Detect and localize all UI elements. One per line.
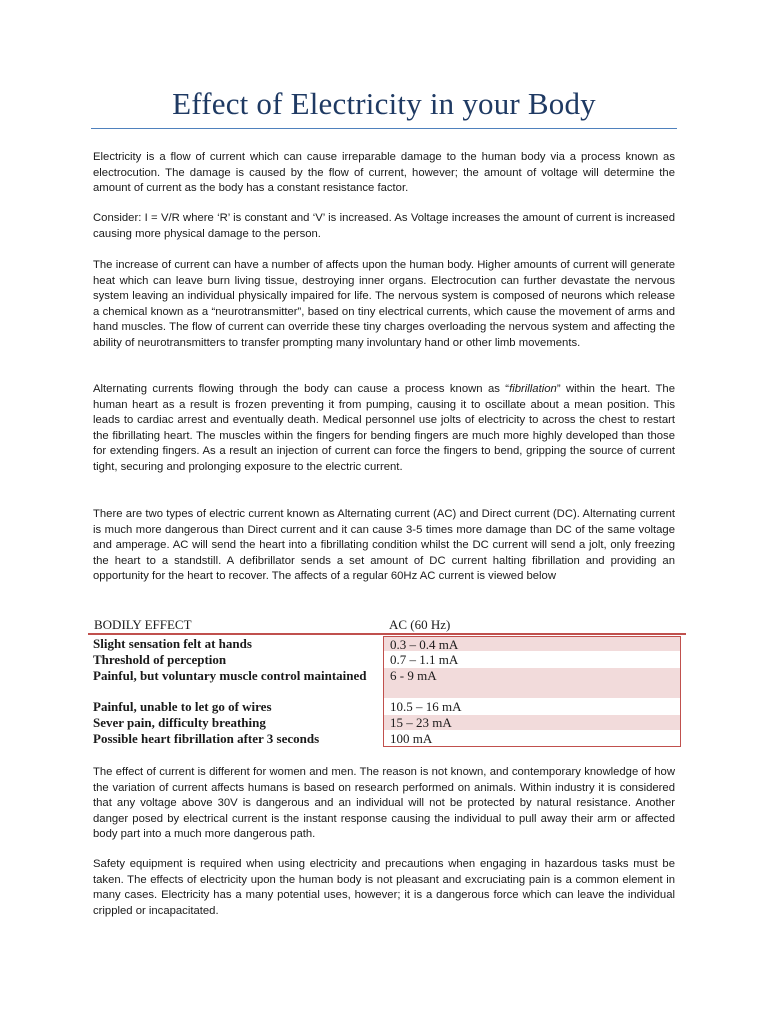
ac-value: 15 – 23 mA — [390, 715, 452, 730]
ac-value: 10.5 – 16 mA — [390, 699, 462, 714]
document-title: Effect of Electricity in your Body — [172, 86, 596, 121]
table-header-rule — [88, 633, 686, 635]
safety-paragraph: Safety equipment is required when using electricity and precautions when engaging in hazardous tasks must be taken. The effects of electricity upon the human body is not pleasant and excruciating pain is a common element in many cases. Electricity has a many potential uses, however; it is a dangerous force which can leave the individual crippled or incapacitated. — [93, 858, 675, 917]
fibrillation-paragraph — [93, 382, 675, 475]
title-underline — [91, 128, 677, 129]
ac-dc-paragraph: There are two types of electric current known as Alternating current (AC) and Direct current (DC). Alternating current is much more dangerous than Direct current and it can cause 3-5 times more damage than DC of the same voltage and amperage. AC will send the heart into a fibrillating condition whilst the DC current will send a jolt, only freezing the heart to a standstill. A defibrillator sends a set amount of DC current halting fibrillation and providing an opportunity for the heart to recover. The affects of a regular 60Hz AC current is viewed below — [93, 508, 675, 582]
effect-cell: Painful, unable to let go of wires — [93, 699, 272, 714]
effects-table — [91, 636, 685, 747]
header-ac-60hz: AC (60 Hz) — [389, 617, 451, 632]
fibrillation-emphasis: fibrillation — [509, 383, 557, 395]
ac-value: 100 mA — [390, 731, 433, 746]
table-row — [91, 715, 685, 731]
ac-value-cell — [383, 652, 681, 668]
ac-value: 0.7 – 1.1 mA — [390, 652, 459, 667]
fibrillation-text-after: ” within the heart. The human heart as a result is frozen preventing it from pumping, causing it to oscillate about a mean position. This leads to cardiac arrest and eventually death. Medical personnel use jolts of electricity to across the chest to restart the fibrillating heart. The muscles within the fingers for bending fingers are much more highly developed than those for extending fingers. As a result an injection of current can force the fingers to bend, gripping the source of current tight, securing and prolonging exposure to the electric current. — [93, 383, 675, 473]
ac-value: 6 - 9 mA — [390, 668, 437, 683]
effect-cell: Painful, but voluntary muscle control maintained — [93, 668, 367, 683]
current-effects-paragraph: The increase of current can have a number of affects upon the human body. Higher amounts of current will generate heat which can leave burn living tissue, destroying inner organs. Electrocution can further devastate the nervous system leaving an individual physically impaired for life. The nervous system is composed of neurons which release a chemical known as a “neurotransmitter”, based on tiny electrical currents, which cause the movement of arms and hand muscles. The flow of current can override these tiny charges overloading the nervous system and affecting the ability of neurotransmitters to transfer prompting many involuntary hand or other limb movements. — [93, 259, 675, 349]
table-row — [91, 699, 685, 715]
ac-value-cell — [383, 731, 681, 747]
fibrillation-text-before: Alternating currents flowing through the body can cause a process known as “ — [93, 383, 510, 395]
ac-value: 0.3 – 0.4 mA — [390, 637, 459, 652]
table-row — [91, 636, 685, 652]
effects-table-header — [91, 616, 685, 634]
effect-cell: Threshold of perception — [93, 652, 227, 667]
effect-cell: Sever pain, difficulty breathing — [93, 715, 266, 730]
ac-value-cell — [383, 668, 681, 699]
gender-difference-paragraph: The effect of current is different for women and men. The reason is not known, and contemporary knowledge of how the variation of current affects humans is based on research performed on animals. Within industry it is considered that any voltage above 30V is dangerous and an individual will not be protected by natural resistance. Another danger posed by electrical current is the instant response causing the individual to pull away their arm or affected body part into a much more dangerous path. — [93, 766, 675, 840]
formula-paragraph: Consider: I = V/R where ‘R’ is constant and ‘V’ is increased. As Voltage increases the amount of current is increased causing more physical damage to the person. — [93, 212, 675, 240]
table-row — [91, 731, 685, 747]
table-row — [91, 652, 685, 668]
ac-value-cell — [383, 715, 681, 731]
ac-value-cell — [383, 636, 681, 652]
intro-paragraph: Electricity is a flow of current which can cause irreparable damage to the human body via a process known as electrocution. The damage is caused by the flow of current, however; the amount of voltage will determine the amount of current as the body has a constant resistance factor. — [93, 151, 675, 194]
ac-value-cell — [383, 699, 681, 715]
effect-cell: Possible heart fibrillation after 3 seconds — [93, 731, 320, 746]
header-bodily-effect: BODILY EFFECT — [94, 617, 192, 632]
effect-cell: Slight sensation felt at hands — [93, 636, 252, 651]
table-row — [91, 668, 685, 699]
